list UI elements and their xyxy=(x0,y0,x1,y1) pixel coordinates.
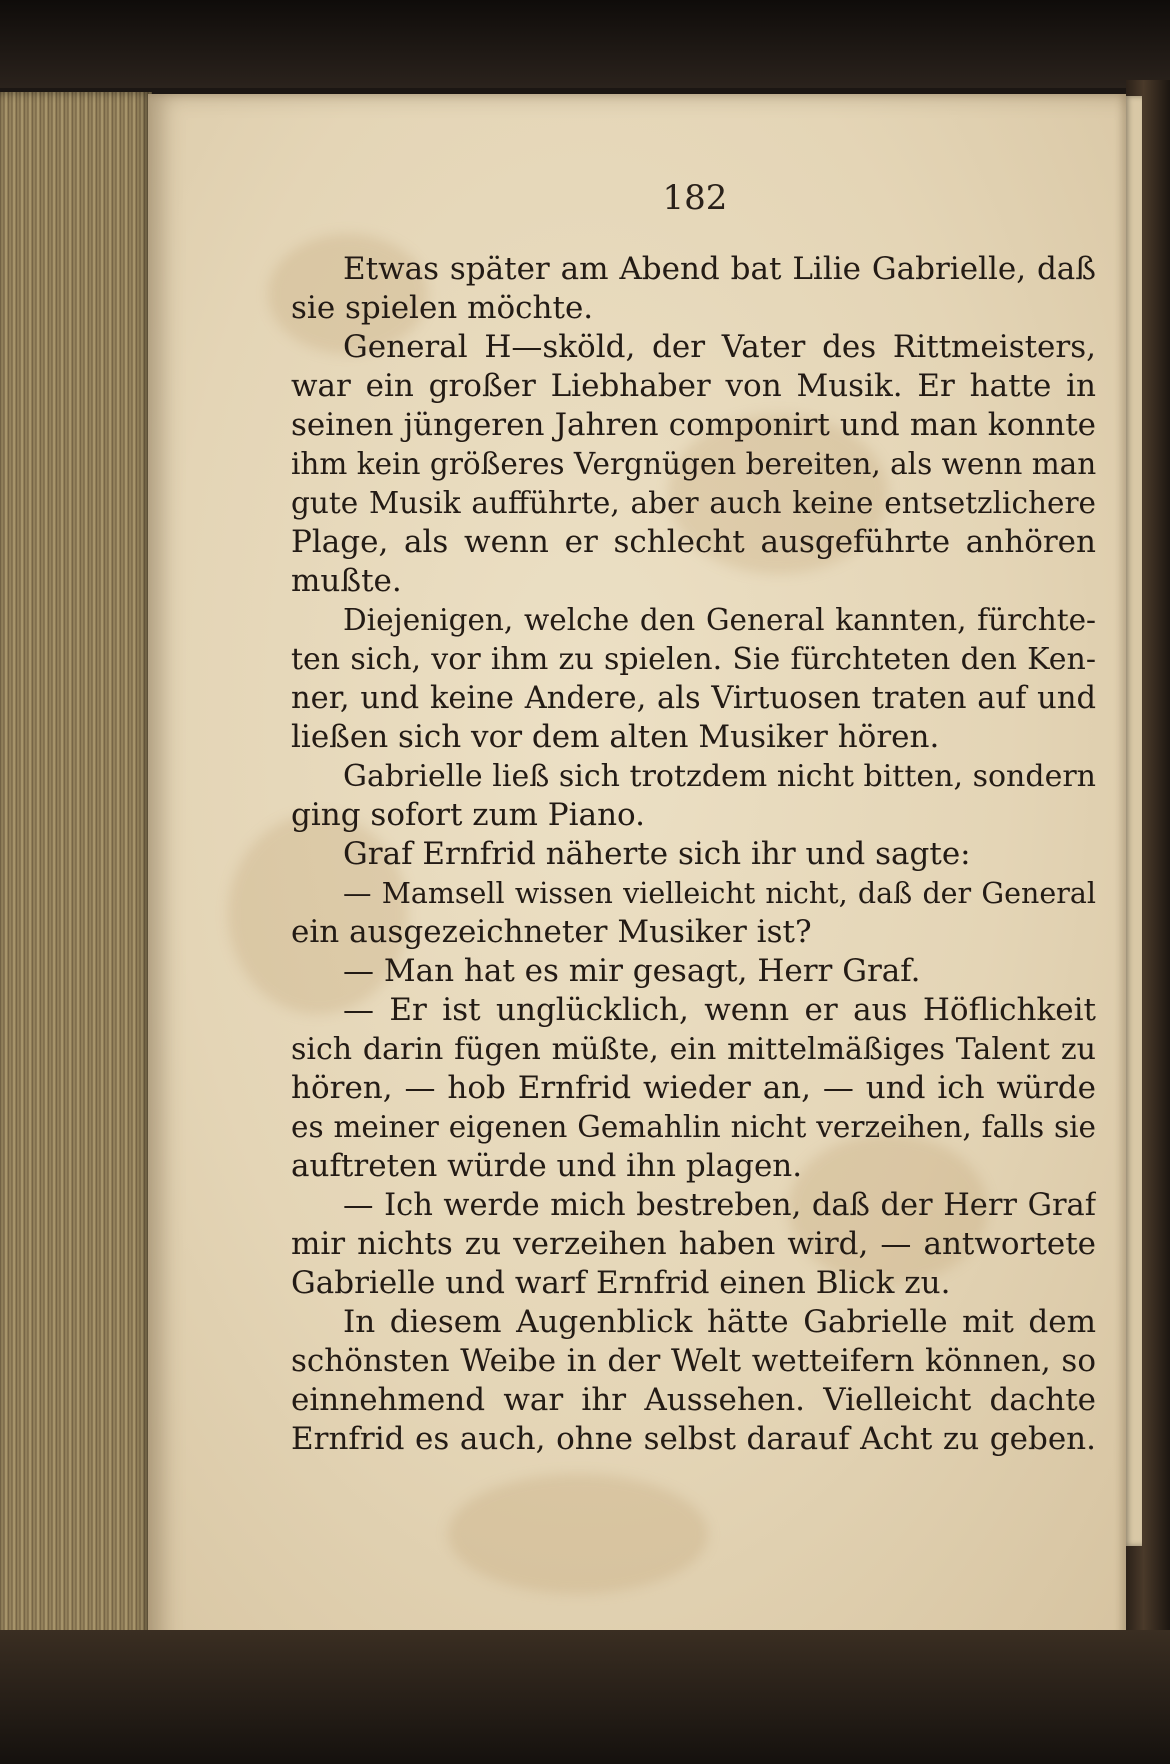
facing-page-edge xyxy=(1124,96,1142,1546)
text-line: ging sofort zum Piano. xyxy=(291,797,646,833)
text-line: mußte. xyxy=(291,563,402,599)
text-line: sie spielen möchte. xyxy=(291,290,594,326)
text-line: Gabrielle ließ sich trotzdem nicht bitten, sondern xyxy=(343,759,1096,794)
text-line: sich darin fügen müßte, ein mittelmäßiges Talent zu xyxy=(291,1032,1096,1067)
text-line: In diesem Augenblick hätte Gabrielle mit dem xyxy=(343,1304,1096,1340)
background-top xyxy=(0,0,1170,88)
text-line: Gabrielle und warf Ernfrid einen Blick zu. xyxy=(291,1265,951,1301)
page-stack-edge xyxy=(0,92,152,1662)
text-line: mir nichts zu verzeihen haben wird, — antwortete xyxy=(291,1226,1096,1262)
text-line: General H—sköld, der Vater des Rittmeisters, xyxy=(343,329,1096,365)
text-line: ihm kein größeres Vergnügen bereiten, als wenn man xyxy=(291,447,1096,481)
text-line: Plage, als wenn er schlecht ausgeführte anhören xyxy=(291,524,1096,560)
text-line: gute Musik aufführte, aber auch keine entsetzlichere xyxy=(291,486,1096,520)
text-line: — Man hat es mir gesagt, Herr Graf. xyxy=(343,953,921,989)
text-line: seinen jüngeren Jahren componirt und man konnte xyxy=(291,407,1096,443)
text-line: — Ich werde mich bestreben, daß der Herr Graf xyxy=(343,1188,1096,1223)
text-line: ließen sich vor dem alten Musiker hören. xyxy=(291,719,940,755)
page-stain xyxy=(448,1474,708,1594)
background-bottom xyxy=(0,1630,1170,1764)
text-line: Graf Ernfrid näherte sich ihr und sagte: xyxy=(343,836,971,872)
text-line: ner, und keine Andere, als Virtuosen traten auf und xyxy=(291,681,1096,716)
text-line: ten sich, vor ihm zu spielen. Sie fürchteten den Ken- xyxy=(291,642,1096,677)
text-line: Ernfrid es auch, ohne selbst darauf Acht zu geben. xyxy=(291,1421,1096,1457)
text-line: schönsten Weibe in der Welt wetteifern können, so xyxy=(291,1343,1096,1379)
page-number: 182 xyxy=(662,178,728,218)
text-line: war ein großer Liebhaber von Musik. Er hatte in xyxy=(291,368,1096,404)
text-line: Etwas später am Abend bat Lilie Gabrielle, daß xyxy=(343,251,1096,287)
text-line: — Er ist unglücklich, wenn er aus Höflichkeit xyxy=(343,992,1096,1028)
text-line: ein ausgezeichneter Musiker ist? xyxy=(291,914,812,950)
text-line: es meiner eigenen Gemahlin nicht verzeihen, falls sie xyxy=(291,1110,1096,1144)
text-line: Diejenigen, welche den General kannten, fürchte- xyxy=(343,603,1096,637)
text-line: hören, — hob Ernfrid wieder an, — und ich würde xyxy=(291,1070,1096,1106)
text-line: auftreten würde und ihn plagen. xyxy=(291,1148,803,1184)
text-line: einnehmend war ihr Aussehen. Vielleicht dachte xyxy=(291,1382,1096,1418)
text-line: — Mamsell wissen vielleicht nicht, daß der General xyxy=(343,877,1096,910)
body-text xyxy=(291,250,1096,1459)
